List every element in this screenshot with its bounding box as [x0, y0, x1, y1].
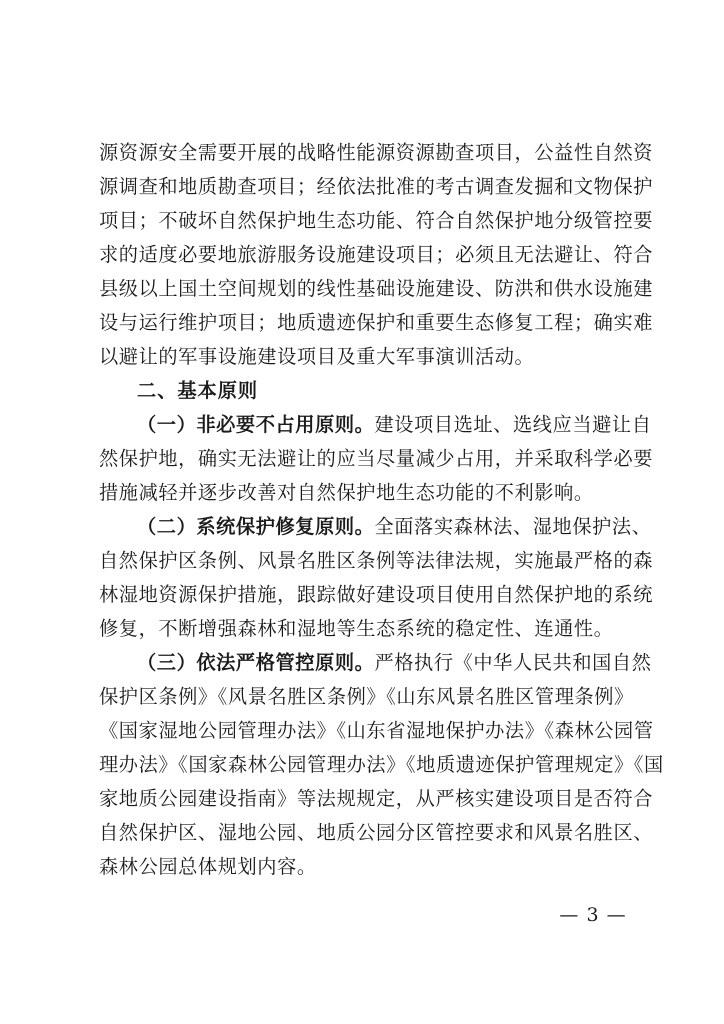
principle-2-text: 全面落实森林法、湿地保护法、	[374, 515, 652, 538]
section-heading: 二、基本原则	[137, 379, 259, 402]
paragraph-line: 理办法》《国家森林公园管理办法》《地质遗迹保护管理规定》《国	[99, 753, 664, 776]
paragraph-line: 修复，不断增强森林和湿地等生态系统的稳定性、连通性。	[99, 617, 614, 640]
paragraph-line: 森林公园总体规划内容。	[99, 855, 317, 878]
page-number: — 3 —	[559, 904, 627, 926]
principle-1-title: （一）非必要不占用原则。	[137, 413, 375, 436]
paragraph-line: 以避让的军事设施建设项目及重大军事演训活动。	[99, 345, 535, 368]
paragraph-line: 措施减轻并逐步改善对自然保护地生态功能的不利影响。	[99, 481, 594, 504]
principle-2-first-line	[137, 510, 652, 545]
paragraph-line: 源调查和地质勘查项目；经依法批准的考古调查发掘和文物保护	[99, 175, 654, 198]
principle-1-text: 建设项目选址、选线应当避让自	[374, 413, 652, 436]
paragraph-line: 源资源安全需要开展的战略性能源资源勘查项目，公益性自然资	[99, 141, 654, 164]
paragraph-line: 自然保护区条例、风景名胜区条例等法律法规，实施最严格的森	[99, 549, 654, 572]
paragraph-line: 自然保护区、湿地公园、地质公园分区管控要求和风景名胜区、	[99, 821, 654, 844]
paragraph-line: 县级以上国土空间规划的线性基础设施建设、防洪和供水设施建	[99, 277, 654, 300]
paragraph-line: 设与运行维护项目；地质遗迹保护和重要生态修复工程；确实难	[99, 311, 654, 334]
principle-3-first-line	[137, 646, 652, 681]
paragraph-line: 家地质公园建设指南》等法规规定，从严核实建设项目是否符合	[99, 787, 654, 810]
paragraph-line: 林湿地资源保护措施，跟踪做好建设项目使用自然保护地的系统	[99, 583, 654, 606]
paragraph-line: 然保护地，确实无法避让的应当尽量减少占用，并采取科学必要	[99, 447, 654, 470]
paragraph-line: 保护区条例》《风景名胜区条例》《山东风景名胜区管理条例》	[99, 685, 634, 708]
principle-1-first-line	[137, 408, 652, 443]
paragraph-line: 项目；不破坏自然保护地生态功能、符合自然保护地分级管控要	[99, 209, 654, 232]
principle-3-title: （三）依法严格管控原则。	[137, 651, 375, 674]
principle-2-title: （二）系统保护修复原则。	[137, 515, 375, 538]
principle-3-text: 严格执行《中华人民共和国自然	[374, 651, 652, 674]
paragraph-line: 《国家湿地公园管理办法》《山东省湿地保护办法》《森林公园管	[99, 719, 654, 742]
paragraph-line: 求的适度必要地旅游服务设施建设项目；必须且无法避让、符合	[99, 243, 654, 266]
